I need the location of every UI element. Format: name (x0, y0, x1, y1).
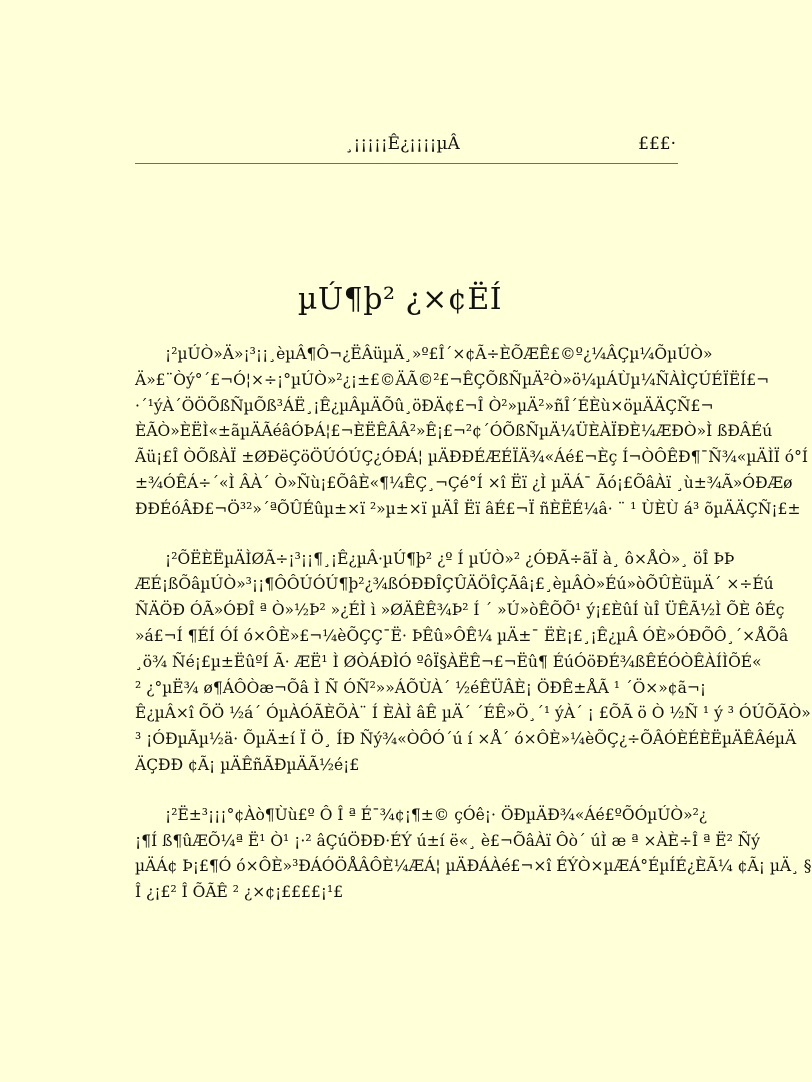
text-line: Ãü¡£Î ÒÕßÀÏ ±ØÐëÇöÖÚÓÚÇ¿ÓÐÁ¦ µÄÐÐÉÆÉÏÄ¾«Áé£¬Èç Í¬ÒÔÊÐ¶¯Ñ¾«µÄÌÏ ó°Í (135, 448, 808, 467)
text-line: ¡²ÕËÈËµÄÌØÃ÷¡³¡¡¶¸¡Ê¿µÂ·µÚ¶þ² ¿º Í µÚÒ»² ¿ÓÐÃ÷ãÏ à¸ ô×ÅÒ»¸ öÎ ÞÞ (165, 549, 735, 568)
text-line: Î ¿¡£² Î ÕÃÊ ² ¿×¢¡££££¡¹£ (135, 883, 344, 902)
text-line: ÄÇÐÐ ¢Ã¡ µÄÊñÃÐµÄÃ½é¡£ (135, 755, 360, 774)
paragraph (135, 547, 811, 779)
text-line: ¡²µÚÒ»Ä»¡³¡¡¸èµÂ¶Ô¬¿ËÂüµÄ¸»º£Î´×¢Ã÷ÈÕÆÊ£©º¿¼ÂÇµ¼ÕµÚÒ» (165, 345, 713, 363)
text-line: »á£¬Í ¶ÉÍ ÓÍ ó×ÔÈ»£¬¼èÕÇÇ¯Ë· ÞÊû»ÔÊ¼ µÄ±¯ ËÈ¡£¸¡Ê¿µÂ ÓÈ»ÓÐÕÔ¸´×ÅÕâ (135, 626, 789, 645)
text-line: Ä»£¨Òý°´£¬Ó¦×÷¡°µÚÒ»²¿¡±£©ÄÃ©²£¬ÊÇÕßÑµÄ²Ò»ö¼µÁÙµ¼ÑÀÌÇÚÉÏËÍ£¬ (135, 370, 770, 389)
paragraph-gap (135, 779, 680, 803)
chapter-title: µÚ¶þ² ¿×¢ËÍ (297, 282, 503, 317)
text-line: ³ ¡ÓÐµÃµ½ä· ÕµÄ±í Ï Ö¸ ÍÐ Ñý¾«ÒÔÓ´ú í ×Å´ ó×ÔÈ»¼èÕÇ¿÷ÕÂÓÈÉÈËµÄÊÂéµÄ (135, 730, 797, 749)
text-line: ÈÃÒ»ÈËÌ«±ãµÄÃéâÓÞÁ¦£¬ÈËÊÂÂ²»Ê¡£¬²¢´ÓÕßÑµÄ¼ÜÈÀÏÐÈ¼ÆÐÒ»Ì ßÐÂÉú (135, 422, 773, 441)
text-line: ÆÉ¡ßÕâµÚÒ»³¡¡¶ÔÔÚÓÚ¶þ²¿¾ßÓÐÐÎÇÛÄÖÎÇÃâ¡£¸èµÂÒ»Éú»òÕÛÈüµÄ´ ×÷Éú (135, 575, 774, 594)
text-line: Ê¿µÂ×î ÕÖ ½á´ ÓµÀÓÃÈÕÀ¨ Í ÈÀÌ âÊ µÄ´ ´ÉÊ»Ö¸´¹ ýÀ´ ¡ £ÕÃ ö Ò ½Ñ ¹ ý ³ ÓÚÕÃÒ» (135, 704, 811, 723)
paragraph-gap (135, 523, 680, 547)
text-line: µÄÁ¢ Þ¡£¶Ó ó×ÔÈ»³ÐÁÓÖÅÂÔÈ¼ÆÁ¦ µÄÐÁÀé£¬×î ÉÝÒ×µÆÁ°ÉµÍÉ¿ÈÃ¼ ¢Ã¡ µÄ¸ § (135, 857, 812, 876)
header-rule (135, 163, 678, 164)
body-text (135, 342, 812, 906)
text-line: ÑÄÖÐ ÓÃ»ÓÐÎ ª Ò»½Þ² »¿ÉÌ ì »ØÄÊÊ¾Þ² Í ´ »Ú»òÊÕÕ¹ ý¡£ÈûÍ ùÎ ÜÊÃ½Ì ÕÈ ôÉç (135, 601, 785, 620)
text-line: ÐÐÉóÂÐ£¬Ö³²»´ªÕÛÉûµ±×ï ²»µ±×ï µÄÎ Ëï âÉ£¬Ï ñÈËÉ¼â· ¨ ¹ ÙÈÙ á³ õµÄÄÇÑ¡£± (135, 499, 801, 518)
paragraph (135, 803, 812, 906)
text-line: ¡²Ë±³¡¡¡°¢Àò¶Ùù£º Ô Î ª É¯¾¢¡¶±© çÓê¡· ÖÐµÄÐ¾«Áé£ºÕÓµÚÒ»²¿ (165, 805, 708, 824)
text-line: ·´¹ýÀ´ÖÖÕßÑµÕß³ÁË¸¡Ê¿µÂµÄÕû¸öÐÄ¢£¬Î Ò²»µÄ²»ñÎ´ÉÈù×öµÄÄÇÑ£¬ (135, 396, 714, 415)
text-line: ¸ö¾ Ñé¡£µ±ËûºÍ Ã· ÆË¹ Ì ØÒÁÐÌÓ ºôÏ§ÀËÊ¬£¬Ëû¶ ÉúÓöÐÉ¾ßÊÉÓÒÊÀÍÌÕÉ« (135, 652, 762, 671)
text-line: ±¾ÓÊÁ÷´«Ì ÂÀ´ Ò»Ñù¡£ÕâÈ«¶¼ÊÇ¸¬Çé°Í ×î Ëï ¿Ì µÄÁ¯ Ãó¡£ÕâÀï ¸ù±¾Ã»ÓÐÆø (135, 473, 793, 492)
paragraph (135, 342, 808, 523)
text-line: ² ¿°µË¾ ø¶ÁÔÒæ¬Õâ Ì Ñ ÓÑ²»»ÁÕÙÀ´ ½éÊÜÂÈ¡ ÖÐÊ±ÅÃ ¹ ´Ö×»¢ã¬¡ (135, 678, 707, 697)
page-number: £££· (638, 134, 676, 154)
running-head (135, 134, 678, 164)
running-head-title: ¸¡¡¡¡¡Ê¿¡¡¡¡µÂ (345, 134, 460, 154)
text-line: ¡¶Í ß¶ûÆÕ¼ª Ë¹ Ò¹ ¡·² âÇúÖÐÐ·ÉÝ ú±í ë«¸ è£¬ÕâÀï Ôò´ úÌ æ ª ×ÀÈ÷Î ª Ë² Ñý (135, 831, 761, 850)
